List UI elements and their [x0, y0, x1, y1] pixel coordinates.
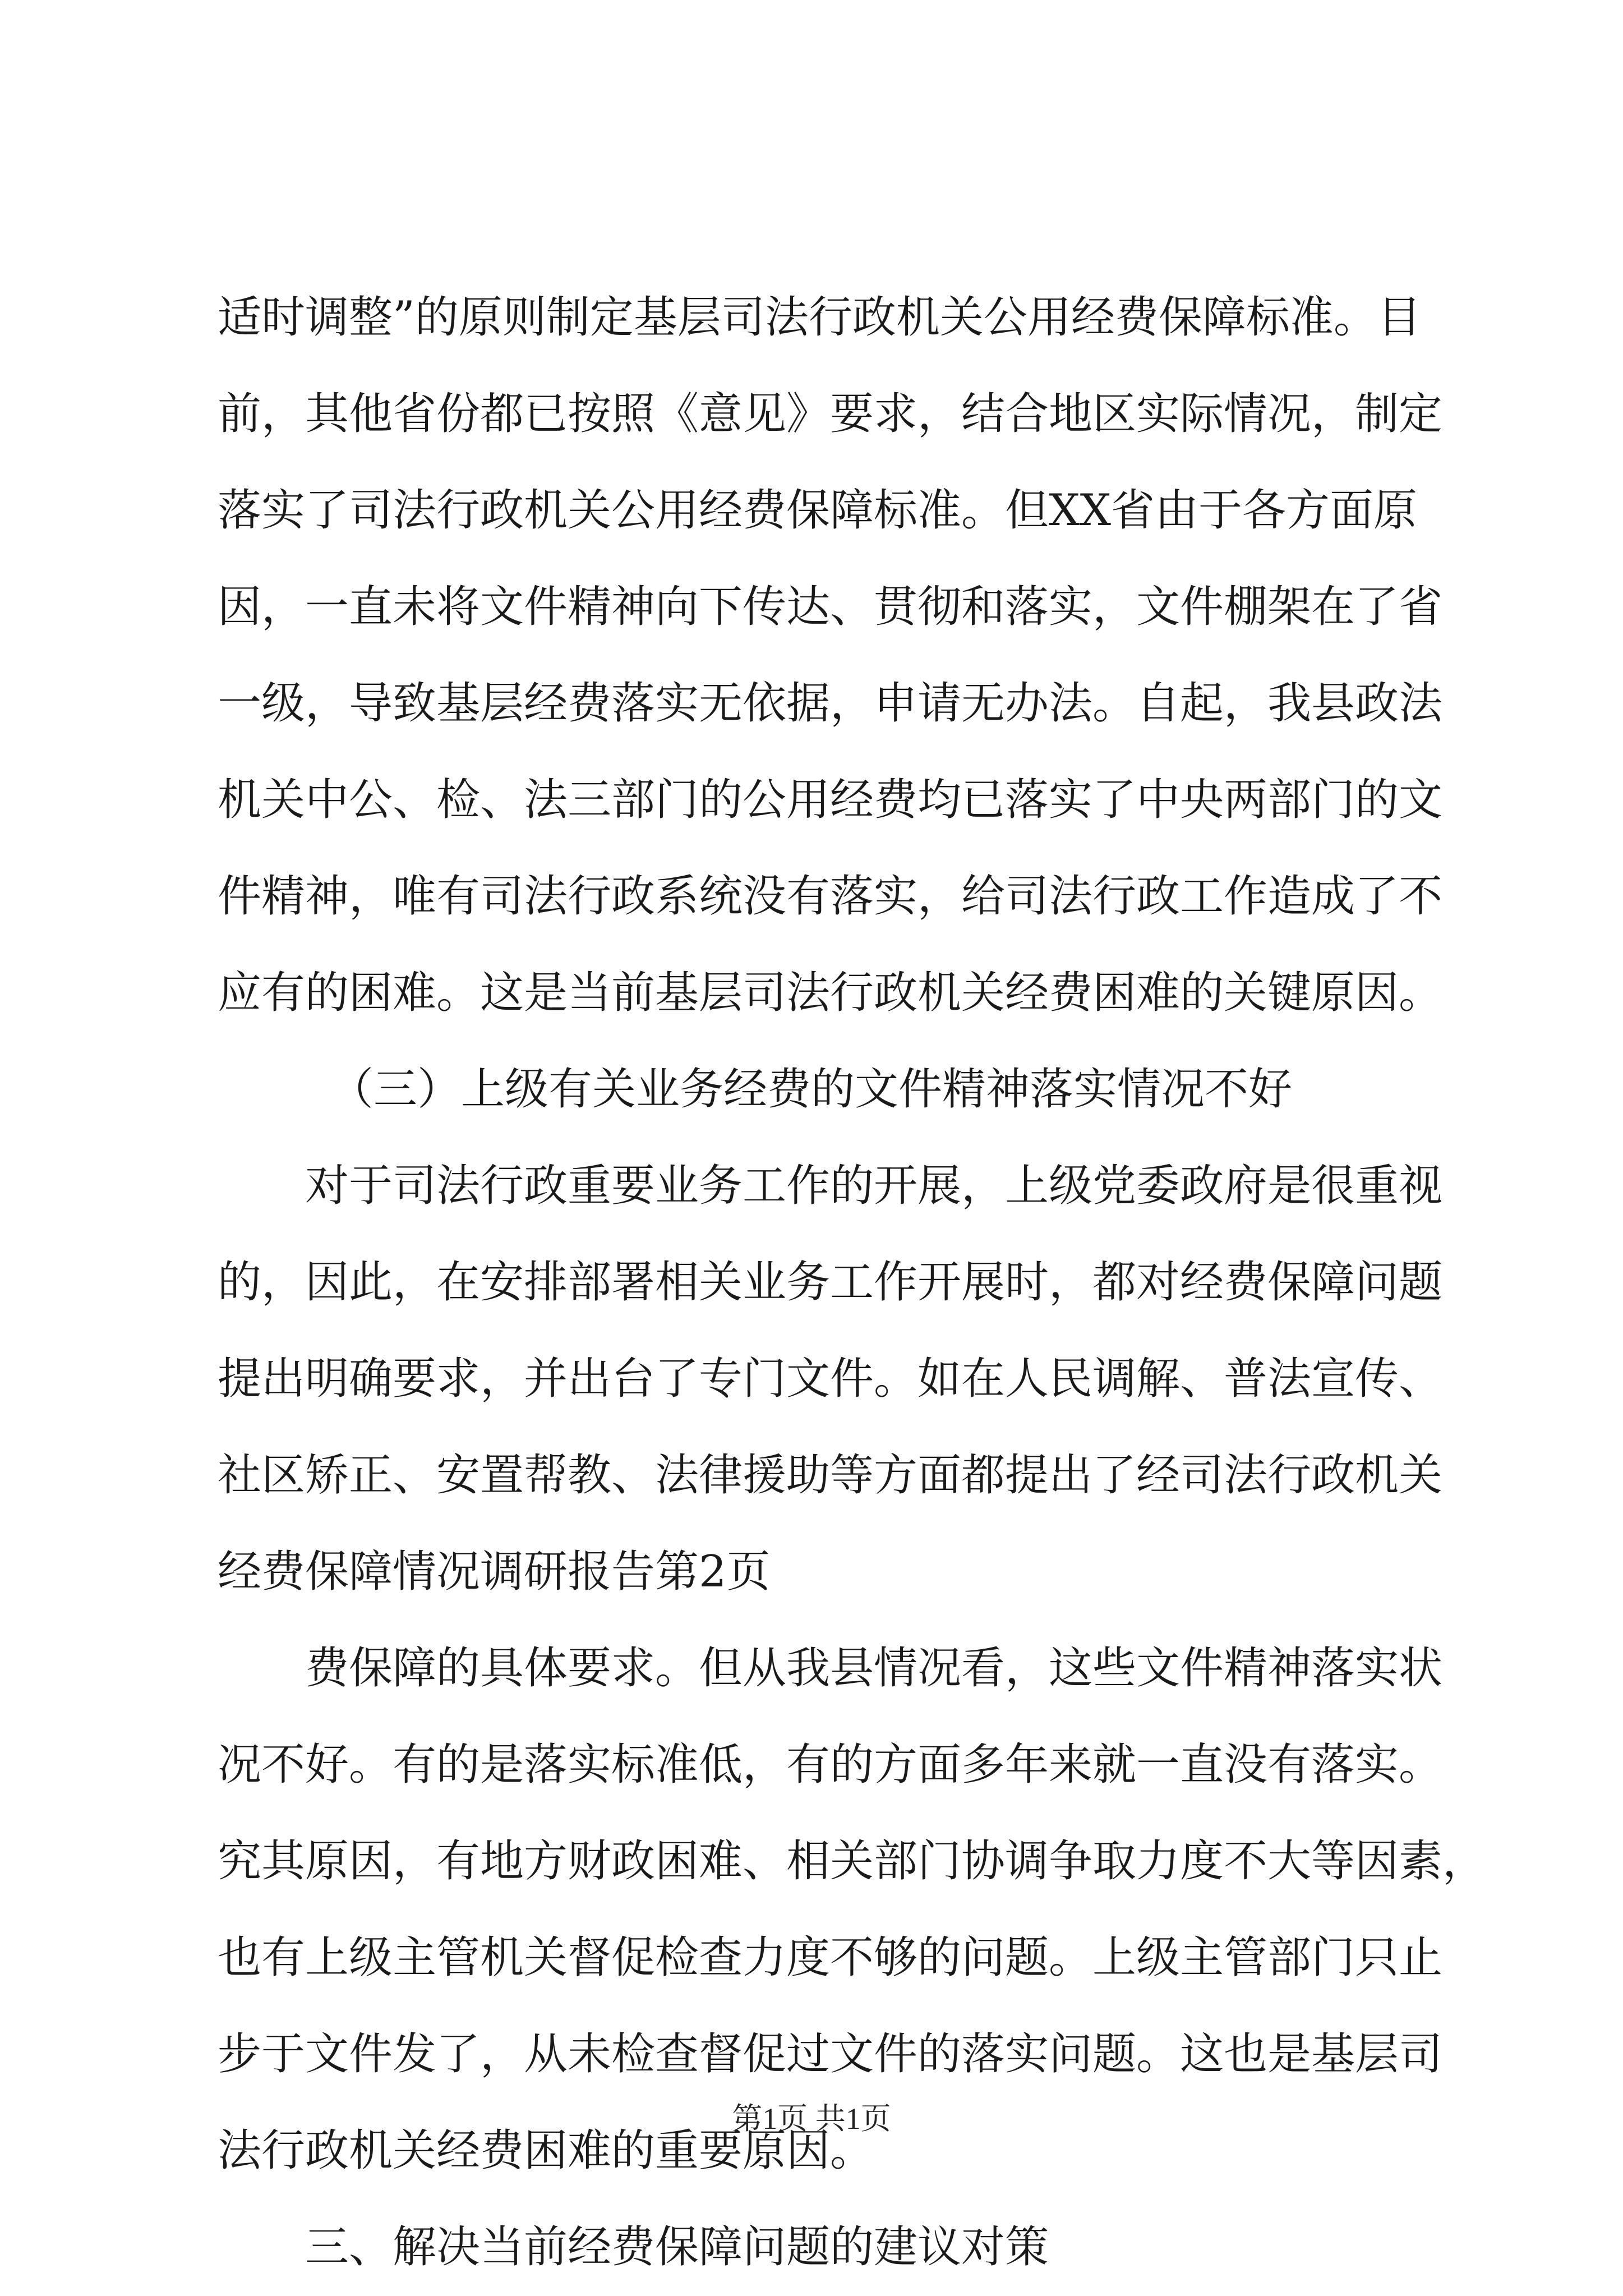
body-line: 究其原因，有地方财政困难、相关部门协调争取力度不大等因素， — [218, 1836, 1487, 1887]
body-line: 社区矫正、安置帮教、法律援助等方面都提出了经司法行政机关 — [218, 1450, 1443, 1501]
body-line: 因，一直未将文件精神向下传达、贯彻和落实，文件棚架在了省 — [218, 582, 1443, 632]
section-heading: 三、解决当前经费保障问题的建议对策 — [305, 2222, 1049, 2272]
document-body — [218, 269, 1487, 2295]
body-line: 也有上级主管机关督促检查力度不够的问题。上级主管部门只止 — [218, 1932, 1443, 1983]
body-line: 的，因此，在安排部署相关业务工作开展时，都对经费保障问题 — [218, 1257, 1443, 1308]
body-line: 件精神，唯有司法行政系统没有落实，给司法行政工作造成了不 — [218, 871, 1443, 922]
body-line: 对于司法行政重要业务工作的开展，上级党委政府是很重视 — [305, 1161, 1443, 1211]
body-line: 步于文件发了，从未检查督促过文件的落实问题。这也是基层司 — [218, 2029, 1443, 2079]
body-line: 况不好。有的是落实标准低，有的方面多年来就一直没有落实。 — [218, 1740, 1443, 1790]
section-heading: （三）上级有关业务经费的文件精神落实情况不好 — [330, 1064, 1293, 1115]
body-line: 费保障的具体要求。但从我县情况看，这些文件精神落实状 — [305, 1643, 1443, 1694]
body-line: 适时调整”的原则制定基层司法行政机关公用经费保障标准。目 — [218, 292, 1421, 343]
body-line: 机关中公、检、法三部门的公用经费均已落实了中央两部门的文 — [218, 775, 1443, 825]
page-footer: 第1页 共1页 — [732, 2102, 891, 2136]
body-line: 前，其他省份都已按照《意见》要求，结合地区实际情况，制定 — [218, 389, 1443, 439]
body-line: 应有的困难。这是当前基层司法行政机关经费困难的关键原因。 — [218, 968, 1443, 1018]
body-line: 一级，导致基层经费落实无依据，申请无办法。自起，我县政法 — [218, 678, 1443, 729]
body-line: 提出明确要求，并出台了专门文件。如在人民调解、普法宣传、 — [218, 1354, 1443, 1404]
body-line: 经费保障情况调研报告第2页 — [218, 1547, 771, 1597]
body-line: 法行政机关经费困难的重要原因。 — [218, 2125, 874, 2176]
body-line: 落实了司法行政机关公用经费保障标准。但XX省由于各方面原 — [218, 485, 1418, 536]
